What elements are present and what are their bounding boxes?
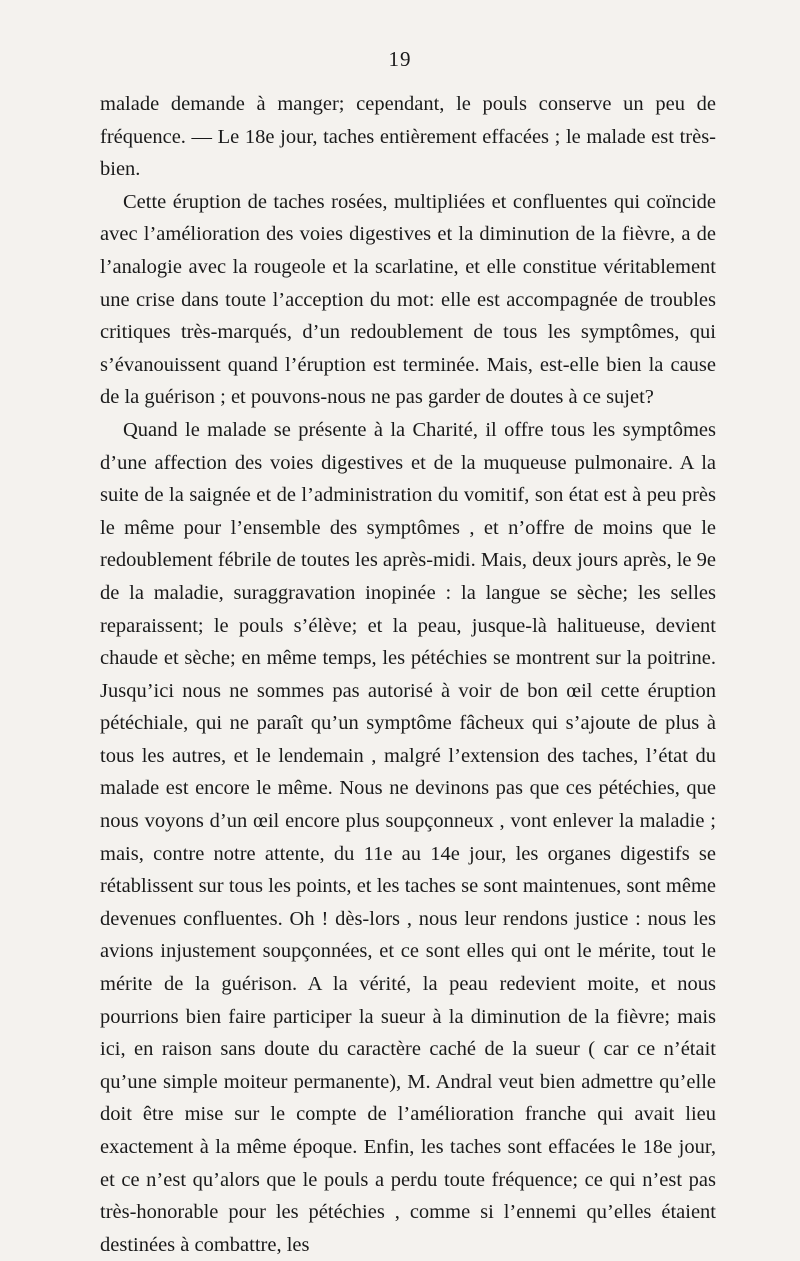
- paragraph-case-history: Quand le malade se présente à la Charité, il offre tous les symptômes d’une affection des voies digestives et de la muqueuse pulmonaire. A la suite de la saignée et de l’administration du vomitif, son état est à peu près le même pour l’ensemble des symptômes , et n’offre de moins que le redoublement fébrile de toutes les après-midi. Mais, deux jours après, le 9e de la maladie, suraggravation inopinée : la langue se sèche; les selles reparaissent; le pouls s’élève; et la peau, jusque-là halitueuse, devient chaude et sèche; en même temps, les pétéchies se montrent sur la poitrine. Jusqu’ici nous ne sommes pas autorisé à voir de bon œil cette éruption pétéchiale, qui ne paraît qu’un symptôme fâcheux qui s’ajoute de plus à tous les autres, et le lendemain , malgré l’extension des taches, l’état du malade est encore le même. Nous ne devinons pas que ces pétéchies, que nous voyons d’un œil encore plus soupçonneux , vont enlever la maladie ; mais, contre notre attente, du 11e au 14e jour, les organes digestifs se rétablissent sur tous les points, et les taches se sont maintenues, sont même devenues confluentes. Oh ! dès-lors , nous leur rendons justice : nous les avions injustement soupçonnées, et ce sont elles qui ont le mérite, tout le mérite de la guérison. A la vérité, la peau redevient moite, et nous pourrions bien faire participer la sueur à la diminution de la fièvre; mais ici, en raison sans doute du caractère caché de la sueur ( car ce n’était qu’une simple moiteur permanente), M. Andral veut bien admettre qu’elle doit être mise sur le compte de l’amélioration franche qui avait lieu exactement à la même époque. Enfin, les taches sont effacées le 18e jour, et ce n’est qu’alors que le pouls a perdu toute fréquence; ce qui n’est pas très-honorable pour les pétéchies , comme si l’ennemi qu’elles étaient destinées à combattre, les: [100, 418, 716, 1256]
- body-text: [100, 88, 716, 1261]
- page-number: 19: [388, 47, 412, 71]
- paragraph-eruption-analysis: Cette éruption de taches rosées, multipliées et confluentes qui coïncide avec l’amélioration des voies digestives et la diminution de la fièvre, a de l’analogie avec la rougeole et la scarlatine, et elle constitue véritablement une crise dans toute l’acception du mot: elle est accompagnée de troubles critiques très-marqués, d’un redoublement de tous les symptômes, qui s’évanouissent quand l’éruption est terminée. Mais, est-elle bien la cause de la guérison ; et pouvons-nous ne pas garder de doutes à ce sujet?: [100, 190, 716, 409]
- paragraph-continued: malade demande à manger; cependant, le pouls conserve un peu de fréquence. — Le 18e jour, taches entièrement effacées ; le malade est très-bien.: [100, 93, 716, 181]
